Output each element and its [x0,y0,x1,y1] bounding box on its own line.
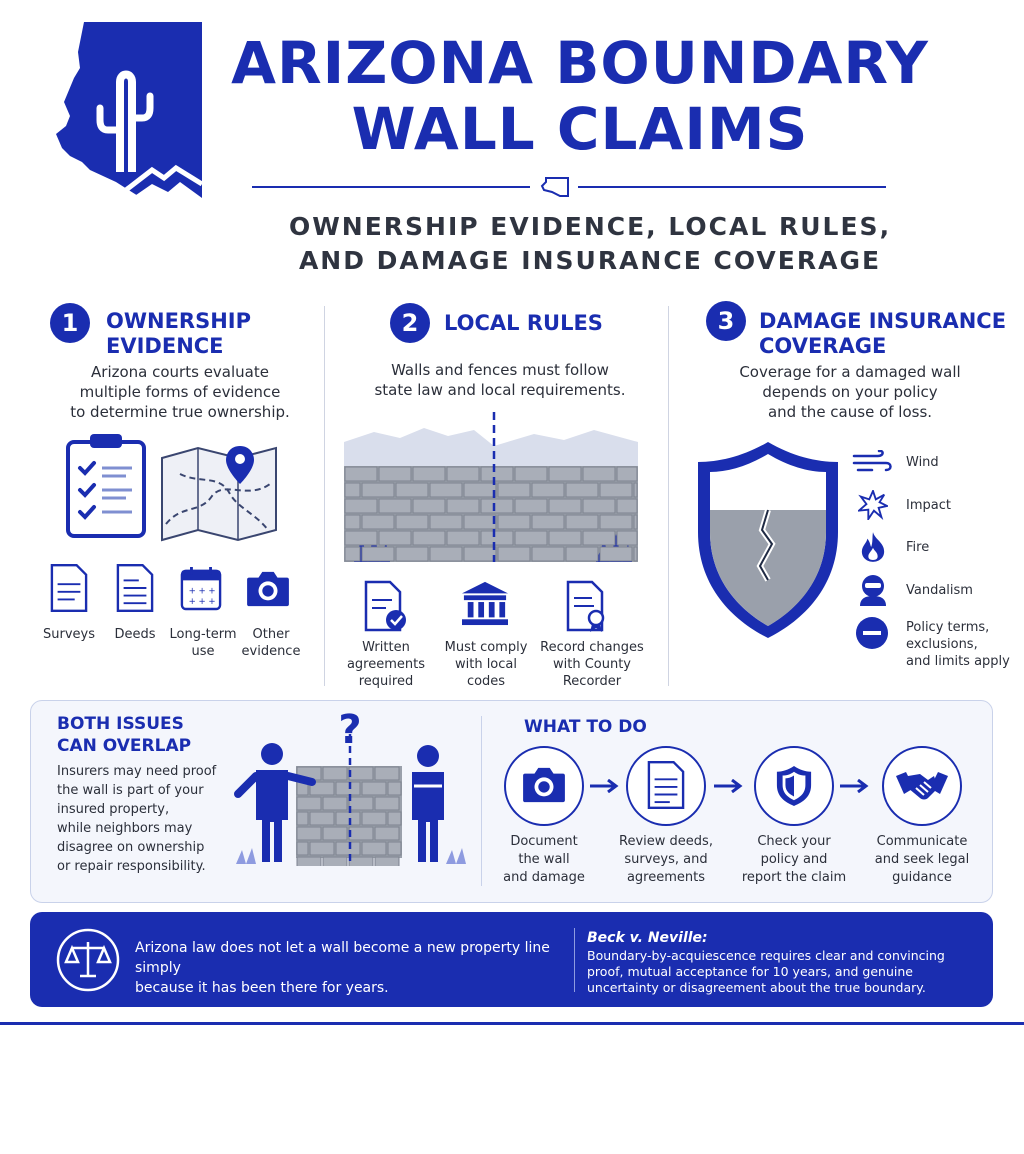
label-line: Written [362,640,410,655]
evidence-label-surveys [30,626,108,643]
vandal-icon [858,574,888,606]
cause-label-fire [906,539,929,556]
column-divider [668,306,669,686]
rule-label-county-recorder [534,639,650,690]
body-line: depends on your policy [762,383,938,401]
case-holding [587,948,987,996]
label-line: codes [466,674,506,689]
scales-of-justice-icon [56,928,120,992]
label-line: policy and [760,852,828,867]
arrow-right-icon [590,779,620,793]
step-label-communicate [852,833,992,887]
body-line: Walls and fences must follow [391,361,609,379]
body-line: Insurers may need proof [57,764,217,779]
label-line: with County [552,657,631,672]
body-line: multiple forms of evidence [79,383,281,401]
section-title-line: OWNERSHIP [106,309,252,333]
subtitle [160,210,1020,278]
arizona-cactus-logo-icon [56,22,202,206]
body-line: the wall is part of your [57,783,204,798]
footer-statement [135,938,575,998]
label-line: Review deeds, [619,834,713,849]
section-body [30,362,330,422]
case-line: proof, mutual acceptance for 10 years, and genuine [587,964,913,979]
evidence-label-deeds [98,626,172,643]
footer-line: Arizona law does not let a wall become a new property line simply [135,940,550,976]
label-line: Surveys [43,627,95,642]
calendar-icon [180,565,222,611]
document-icon [647,760,685,810]
label-line: the wall [518,852,570,867]
arizona-outline-icon [542,178,568,196]
svg-text:+ + +: + + + [188,586,216,597]
camera-icon [245,570,291,608]
overlap-title-line: BOTH ISSUES [57,714,184,734]
subtitle-line: AND DAMAGE INSURANCE COVERAGE [298,246,882,275]
label-line: required [358,674,414,689]
label-line: Fire [906,540,930,555]
title-divider [252,176,886,198]
map-pin-icon [160,444,278,544]
body-line: disagree on ownership [57,840,205,855]
label-line: Wind [906,455,939,470]
what-to-do-title: WHAT TO DO [524,717,647,737]
case-name: Beck v. Neville: [587,930,708,946]
label-line: and seek legal [874,852,970,867]
label-line: report the claim [741,870,847,885]
label-line: Must comply [444,640,528,655]
label-line: Policy terms, [906,620,990,635]
body-line: to determine true ownership. [70,403,290,421]
main-title [205,30,955,162]
label-line: Check your [757,834,831,849]
section-number-badge: 2 [390,303,430,343]
section-title-line: LOCAL RULES [444,311,603,335]
minus-circle-icon [855,616,889,650]
subtitle-line: OWNERSHIP EVIDENCE, LOCAL RULES, [288,212,892,241]
body-line: or repair responsibility. [57,859,206,874]
overlap-body [57,762,237,876]
cracked-wall-shield-icon [696,440,840,640]
body-line: and the cause of loss. [767,403,933,421]
label-line: Record changes [540,640,644,655]
footer-line: because it has been there for years. [135,980,389,996]
section-body [340,360,660,400]
case-line: uncertainty or disagreement about the true boundary. [587,980,926,995]
section-body [690,362,1010,422]
courthouse-icon [459,580,511,626]
arrow-right-icon [840,779,870,793]
handshake-icon [894,768,950,804]
case-line: Boundary-by-acquiescence requires clear and convincing [587,948,945,963]
step-label-policy [724,833,864,887]
camera-icon [521,766,567,804]
label-line: use [191,644,215,659]
label-line: Deeds [114,627,156,642]
label-line: agreements [346,657,426,672]
section-title-ownership [106,309,251,359]
bottom-rule [0,1022,1024,1025]
label-line: agreements [626,870,706,885]
certificate-icon [566,580,610,632]
body-line: state law and local requirements. [374,381,626,399]
label-line: exclusions, [906,637,978,652]
cause-label-vandalism [906,582,973,599]
label-line: and limits apply [906,654,1010,669]
signed-document-icon [364,580,408,632]
step-label-review [596,833,736,887]
rule-label-local-codes [436,639,536,690]
survey-document-icon [50,563,88,613]
title-line: ARIZONA BOUNDARY [231,29,929,97]
label-line: Other [252,627,290,642]
question-mark: ? [338,707,362,753]
section-title-line: EVIDENCE [106,334,224,358]
body-line: Arizona courts evaluate [91,363,269,381]
body-line: insured property, [57,802,170,817]
section-number-badge: 1 [50,303,90,343]
label-line: guidance [892,870,952,885]
cause-label-impact [906,497,951,514]
wind-icon [852,450,892,474]
deed-document-icon [116,563,154,613]
title-line: WALL CLAIMS [351,95,809,163]
fire-icon [860,531,886,563]
impact-icon [858,490,888,520]
svg-text:+ + +: + + + [188,597,216,608]
clipboard-checklist-icon [66,434,146,538]
label-line: Long-term [169,627,237,642]
label-line: and damage [503,870,585,885]
overlap-title-line: CAN OVERLAP [57,736,192,756]
boundary-wall-illustration [344,412,638,562]
label-line: Document [510,834,578,849]
label-line: Impact [906,498,951,513]
cause-label-wind [906,454,939,471]
label-line: Recorder [562,674,622,689]
overlap-title [57,713,191,757]
step-label-document [474,833,614,887]
evidence-label-other [230,626,312,660]
section-number-badge: 3 [706,301,746,341]
label-line: surveys, and [624,852,708,867]
section-title-insurance [759,309,1006,359]
cause-label-policy-terms [906,619,1018,670]
label-line: Vandalism [906,583,973,598]
section-title-line: COVERAGE [759,334,887,358]
footer-divider [574,928,575,992]
section-title-local-rules [444,311,603,336]
section-title-line: DAMAGE INSURANCE [759,309,1007,333]
shield-icon [775,764,813,808]
label-line: with local [454,657,517,672]
arrow-right-icon [714,779,744,793]
body-line: Coverage for a damaged wall [739,363,961,381]
body-line: while neighbors may [57,821,193,836]
rule-label-written-agreements [336,639,436,690]
label-line: Communicate [876,834,968,849]
label-line: evidence [241,644,301,659]
